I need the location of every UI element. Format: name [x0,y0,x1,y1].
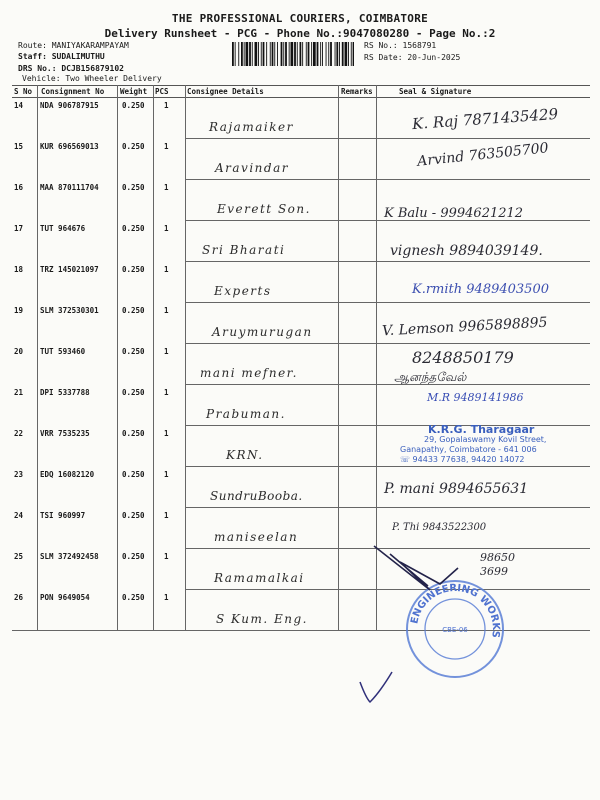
row-pcs: 1 [164,101,169,110]
barcode-bar [294,42,296,66]
staff-label: Staff: SUDALIMUTHU [18,52,105,61]
barcode-bar [339,42,340,66]
table-row [12,303,590,344]
row-sno: 16 [14,183,24,192]
row-weight: 0.250 [122,552,145,561]
row-consignment-no: KUR 696569013 [40,142,99,151]
row-sno: 17 [14,224,24,233]
barcode-bar [345,42,348,66]
signature-scribble [370,540,470,600]
row-pcs: 1 [164,429,169,438]
barcode-bar [351,42,352,66]
col-seal-signature: Seal & Signature [399,87,472,96]
barcode-bar [244,42,245,66]
row-signature: K.rmith 9489403500 [412,282,549,297]
row-weight: 0.250 [122,306,145,315]
row-consignee: S Kum. Eng. [216,612,308,626]
barcode-bar [252,42,253,66]
row-signature: P. Thi 9843522300 [392,522,487,533]
company-title: THE PROFESSIONAL COURIERS, COIMBATORE [171,12,429,25]
row-consignment-no: DPI 5337788 [40,388,90,397]
barcode-bar [291,42,294,66]
row-sno: 23 [14,470,24,479]
tamil-note: ஆனந்தவேல் [394,370,467,384]
barcode-bar [328,42,329,66]
barcode-bar [274,42,275,66]
row-weight: 0.250 [122,101,145,110]
row-pcs: 1 [164,388,169,397]
barcode-bar [266,42,267,66]
row-weight: 0.250 [122,347,145,356]
row-consignee: SundruBooba. [210,489,303,503]
address-stamp [400,425,590,473]
stamp-line-1: 29, Gopalaswamy Kovil Street, [424,435,547,444]
seal-text: ENGINEERING WORKS [409,582,502,639]
barcode-bar [353,42,354,66]
barcode-bar [320,42,321,66]
row-consignment-no: EDQ 16082120 [40,470,95,479]
barcode-bar [342,42,344,66]
barcode-bar [281,42,283,66]
barcode-bar [326,42,327,66]
row-weight: 0.250 [122,224,145,233]
row-sno: 14 [14,101,24,110]
barcode-bar [272,42,274,66]
row-consignment-no: MAA 870111704 [40,183,99,192]
row-sno: 20 [14,347,24,356]
barcode-bar [249,42,251,66]
barcode-bar [308,42,310,66]
barcode-bar [270,42,271,66]
barcode-bar [283,42,284,66]
runsheet-subtitle: Delivery Runsheet - PCG - Phone No.:9047080280 - Page No.:2 [104,27,496,40]
row-consignee: Everett Son. [217,202,311,216]
rs-number: RS No.: 1568791 [364,41,437,50]
barcode-bar [238,42,239,66]
row-sno: 24 [14,511,24,520]
row-consignment-no: NDA 906787915 [40,101,99,110]
row-pcs: 1 [164,265,169,274]
row-weight: 0.250 [122,429,145,438]
row-consignment-no: TSI 960997 [40,511,86,520]
row-signature: P. mani 9894655631 [384,481,529,497]
barcode-bar [311,42,312,66]
barcode-bar [322,42,323,66]
barcode-bar [285,42,287,66]
vehicle-label: Vehicle: Two Wheeler Delivery [22,74,162,83]
row-consignee: Sri Bharati [202,243,286,257]
barcode-bar [300,42,302,66]
col-remarks: Remarks [341,87,373,96]
stamp-name: K.R.G. Tharagaar [428,423,535,436]
row-weight: 0.250 [122,511,145,520]
table-row [12,221,590,262]
col-consignment: Consignment No [41,87,105,96]
stamp-line-2: Ganapathy, Coimbatore - 641 006 [400,445,537,454]
row-pcs: 1 [164,142,169,151]
row-sno: 26 [14,593,24,602]
row-consignment-no: PON 9649054 [40,593,90,602]
row-pcs: 1 [164,511,169,520]
row-signature: K Balu - 9994621212 [384,206,524,221]
row-signature: 8248850179 [412,348,514,367]
row-pcs: 1 [164,470,169,479]
barcode-bar [255,42,258,66]
barcode-bar [306,42,307,66]
barcode-bar [336,42,338,66]
row-consignee: Aruymurugan [212,325,313,339]
row-weight: 0.250 [122,470,145,479]
table-row [12,98,590,139]
col-sno: S No [14,87,33,96]
barcode-bar [317,42,319,66]
row-sno: 15 [14,142,24,151]
row-weight: 0.250 [122,388,145,397]
row-pcs: 1 [164,347,169,356]
rs-date: RS Date: 20-Jun-2025 [364,53,461,62]
row-consignment-no: TUT 964676 [40,224,86,233]
row-consignee: KRN. [226,448,264,462]
row-signature: K. Raj 7871435429 [411,104,559,134]
row-sno: 25 [14,552,24,561]
barcode-bar [335,42,336,66]
row-consignee: Prabuman. [206,407,286,421]
row-consignment-no: SLM 372492458 [40,552,99,561]
barcode-bar [241,42,243,66]
barcode-bar [246,42,249,66]
table-row [12,262,590,303]
barcode-bar [258,42,259,66]
row-pcs: 1 [164,306,169,315]
row-consignment-no: SLM 372530301 [40,306,99,315]
row-consignee: Experts [214,284,272,298]
row-pcs: 1 [164,552,169,561]
row-weight: 0.250 [122,593,145,602]
barcode-bar [313,42,316,66]
table-row [12,139,590,180]
barcode-bar [277,42,278,66]
barcode-bar [330,42,332,66]
table-row [12,508,590,549]
row-consignment-no: TUT 593460 [40,347,86,356]
row-signature: 98650 3699 [480,551,515,578]
table-row [12,467,590,508]
row-consignment-no: TRZ 145021097 [40,265,99,274]
seal-center: CBE-06 [442,626,468,634]
row-sno: 18 [14,265,24,274]
barcode-bar [302,42,303,66]
row-sno: 19 [14,306,24,315]
barcode-bar [235,42,236,66]
row-weight: 0.250 [122,265,145,274]
row-signature: Arvind 763505700 [416,140,550,170]
col-consignee: Consignee Details [187,87,264,96]
row-weight: 0.250 [122,142,145,151]
row-pcs: 1 [164,593,169,602]
row-consignee: Ramamalkai [214,571,305,585]
row-signature: V. Lemson 9965898895 [381,314,548,340]
tick-mark [356,668,396,708]
row-pcs: 1 [164,183,169,192]
row-consignment-no: VRR 7535235 [40,429,90,438]
barcode-bar [289,42,290,66]
row-sno: 21 [14,388,24,397]
row-weight: 0.250 [122,183,145,192]
drs-number: DRS No.: DCJB156879102 [18,64,124,73]
table-row [12,385,590,426]
barcode-bar [261,42,262,66]
barcode-bar [297,42,298,66]
row-consignee: Rajamaiker [209,120,294,134]
col-pcs: PCS [155,87,169,96]
row-signature: vignesh 9894039149. [390,243,543,259]
route-label: Route: MANIYAKARAMPAYAM [18,41,129,50]
row-consignee: maniseelan [214,530,299,544]
table-row [12,180,590,221]
row-consignee: mani mefner. [200,366,298,380]
barcode-bar [263,42,265,66]
row-pcs: 1 [164,224,169,233]
col-weight: Weight [120,87,148,96]
stamp-line-3: ☏ 94433 77638, 94420 14072 [400,455,525,464]
barcode-bar [232,42,234,66]
row-consignee: Aravindar [215,161,289,175]
row-signature: M.R 9489141986 [427,391,524,404]
barcode [232,42,354,66]
table-row [12,344,590,385]
barcode-bar [348,42,349,66]
row-sno: 22 [14,429,24,438]
